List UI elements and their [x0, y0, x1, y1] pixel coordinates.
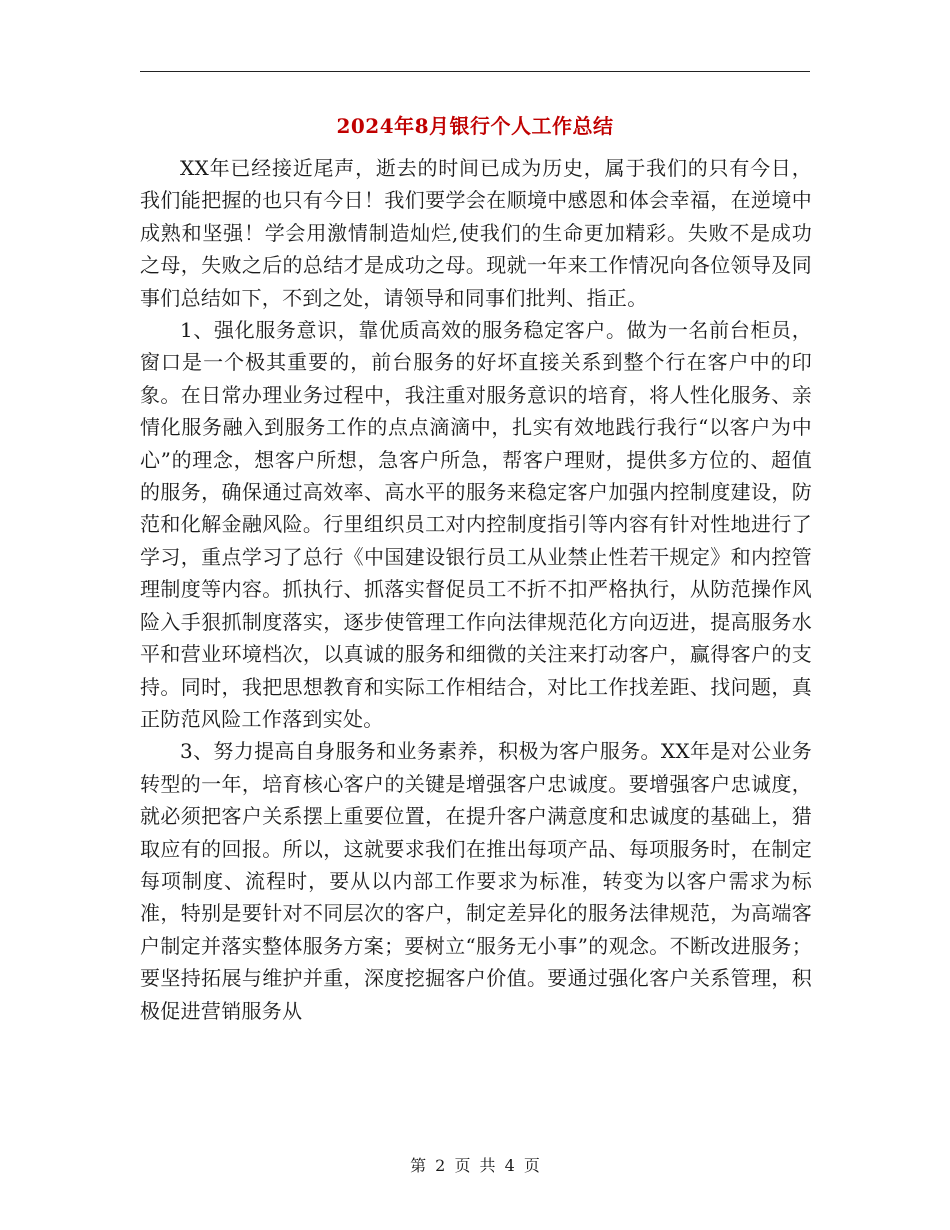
document-title: 2024年8月银行个人工作总结	[336, 114, 614, 138]
paragraph-quality: 3、努力提高自身服务和业务素养，积极为客户服务。XX年是对公业务转型的一年，培育核心客户的关键是增强客户忠诚度。要增强客户忠诚度，就必须把客户关系摆上重要位置，在提升客户满意度和忠诚度的基础上，猎取应有的回报。所以，这就要求我们在推出每项产品、每项服务时，在制定每项制度、流程时，要从以内部工作要求为标准，转变为以客户需求为标准，特别是要针对不同层次的客户，制定差异化的服务法律规范，为高端客户制定并落实整体服务方案；要树立“服务无小事”的观念。不断改进服务；要坚持拓展与维护并重，深度挖掘客户价值。要通过强化客户关系管理，积极促进营销服务从	[140, 739, 812, 1023]
page-footer: 第 2 页 共 4 页	[410, 1156, 540, 1175]
paragraph-intro: XX年已经接近尾声，逝去的时间已成为历史，属于我们的只有今日，我们能把握的也只有今日！我们要学会在顺境中感恩和体会幸福，在逆境中成熟和坚强！学会用激情制造灿烂,使我们的生命更加精彩。失败不是成功之母，失败之后的总结才是成功之母。现就一年来工作情况向各位领导及同事们总结如下，不到之处，请领导和同事们批判、指正。	[140, 156, 812, 310]
document-body	[140, 152, 812, 1027]
header-rule	[140, 71, 810, 72]
paragraph-service: 1、强化服务意识，靠优质高效的服务稳定客户。做为一名前台柜员，窗口是一个极其重要的，前台服务的好坏直接关系到整个行在客户中的印象。在日常办理业务过程中，我注重对服务意识的培育，将人性化服务、亲情化服务融入到服务工作的点点滴滴中，扎实有效地践行我行“以客户为中心”的理念，想客户所想，急客户所急，帮客户理财，提供多方位的、超值的服务，确保通过高效率、高水平的服务来稳定客户加强内控制度建设，防范和化解金融风险。行里组织员工对内控制度指引等内容有针对性地进行了学习，重点学习了总行《中国建设银行员工从业禁止性若干规定》和内控管理制度等内容。抓执行、抓落实督促员工不折不扣严格执行，从防范操作风险入手狠抓制度落实，逐步使管理工作向法律规范化方向迈进，提高服务水平和营业环境档次，以真诚的服务和细微的关注来打动客户，赢得客户的支持。同时，我把思想教育和实际工作相结合，对比工作找差距、找问题，真正防范风险工作落到实处。	[140, 318, 812, 731]
